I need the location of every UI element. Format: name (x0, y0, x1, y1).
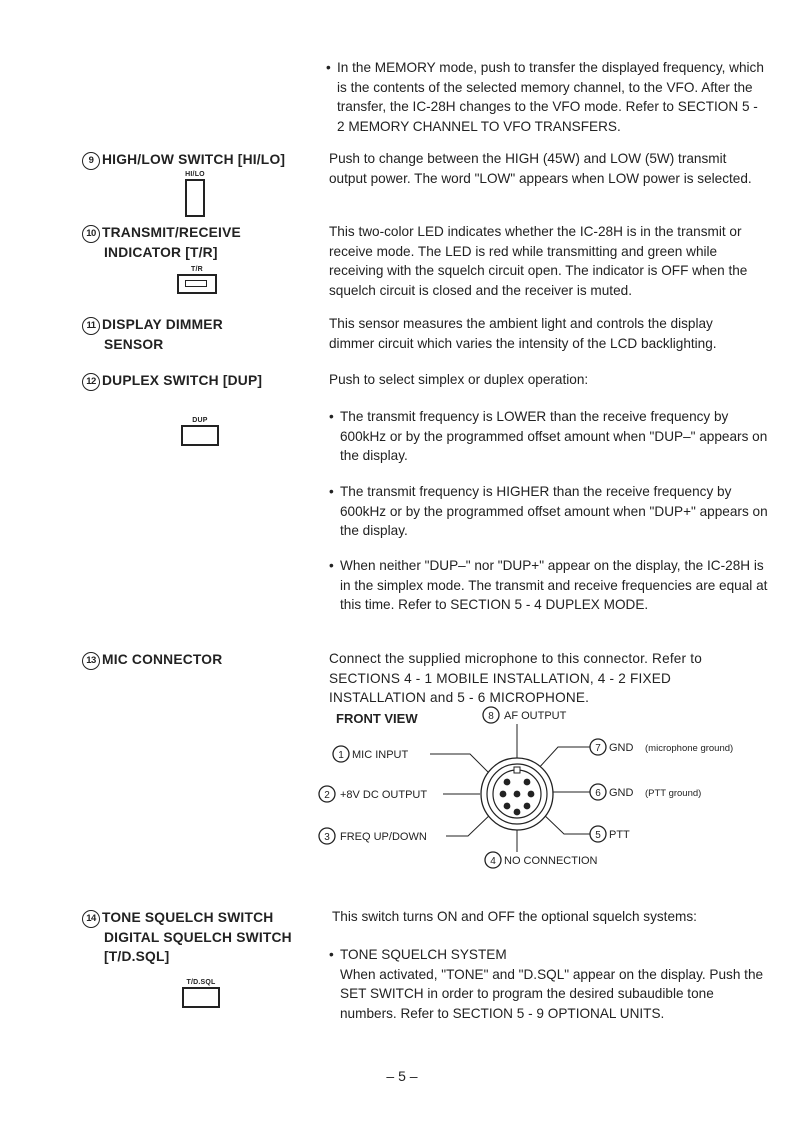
tr-title-line2: INDICATOR [T/R] (104, 245, 218, 260)
pin-3-number: 3 (324, 832, 330, 843)
pin-7-label: GND (609, 742, 634, 754)
pin-6-label: GND (609, 787, 634, 799)
dup-heading (82, 371, 262, 391)
hilo-button-label: HI/LO (185, 171, 205, 178)
pin-5-leader (540, 811, 590, 834)
connector-pin-3 (504, 803, 511, 810)
pin-8-number: 8 (488, 711, 494, 722)
pin-4-label: NO CONNECTION (504, 855, 598, 867)
dup-button-diagram (180, 417, 220, 446)
dimmer-description: This sensor measures the ambient light and controls the display dimmer circuit which varies the intensity of the LCD backlighting. (329, 316, 717, 351)
tone-title-line1: TONE SQUELCH SWITCH (102, 910, 274, 925)
tone-title-line2: DIGITAL SQUELCH SWITCH (104, 930, 292, 945)
connector-pin-2 (500, 791, 507, 798)
dimmer-heading (82, 315, 223, 354)
tr-indicator-shape (177, 274, 217, 294)
dup-bullet-simplex: • When neither "DUP–" nor "DUP+" appear on the display, the IC-28H is in the simplex mode. The transmit and receive frequencies are equal at this time. Refer to SECTION 5 - 4 DUPLEX MODE. (329, 556, 768, 615)
tone-title-line3: [T/D.SQL] (104, 949, 170, 964)
dup-button-label: DUP (192, 417, 208, 424)
dup-bullet-lower: • The transmit frequency is LOWER than the receive frequency by 600kHz or by the programmed offset amount when "DUP–" appears on the display. (329, 407, 768, 466)
dup-description: Push to select simplex or duplex operation: (329, 372, 589, 387)
tr-indicator-label: T/R (191, 266, 203, 273)
connector-pin-4 (514, 809, 521, 816)
dup-title: DUPLEX SWITCH [DUP] (102, 373, 263, 388)
tone-description: This switch turns ON and OFF the optional squelch systems: (332, 909, 697, 924)
connector-pin-7 (524, 779, 531, 786)
pin-7-leader (537, 747, 590, 770)
pin-2-label: +8V DC OUTPUT (340, 789, 428, 801)
hilo-description: Push to change between the HIGH (45W) and LOW (5W) transmit output power. The word "LOW" appears when LOW power is selected. (329, 151, 752, 186)
mic-connector-diagram (310, 700, 780, 878)
tone-heading (82, 908, 292, 966)
mic-title: MIC CONNECTOR (102, 652, 223, 667)
pin-8-label: AF OUTPUT (504, 710, 567, 722)
pin-1-label: MIC INPUT (352, 749, 409, 761)
dup-button-shape (181, 425, 219, 446)
item-number-12: 12 (82, 373, 100, 391)
tr-title-line1: TRANSMIT/RECEIVE (102, 225, 241, 240)
pin-5-number: 5 (595, 830, 601, 841)
pin-3-label: FREQ UP/DOWN (340, 831, 427, 843)
pin-4-number: 4 (490, 856, 496, 867)
item-number-11: 11 (82, 317, 100, 335)
dup-bullet-higher: • The transmit frequency is HIGHER than the receive frequency by 600kHz or by the programmed offset amount when "DUP+" appears on the display. (329, 482, 768, 541)
connector-key-notch (514, 767, 520, 773)
hilo-heading (82, 150, 285, 170)
pin-7-number: 7 (595, 743, 601, 754)
tone-bullet-text: When activated, "TONE" and "D.SQL" appear on the display. Push the SET SWITCH in order to program the desired subaudible tone numbers. Refer to SECTION 5 - 9 OPTIONAL UNITS. (340, 966, 764, 1021)
item-number-13: 13 (82, 652, 100, 670)
dimmer-title-line1: DISPLAY DIMMER (102, 317, 223, 332)
memory-mode-note: • In the MEMORY mode, push to transfer the displayed frequency, which is the contents of the selected memory channel, to the VFO. After the transfer, the IC-28H changes to the VFO mode. Refer to SECTION 5 - 2 MEMORY CHANNEL TO VFO TRANSFERS. (326, 58, 765, 136)
hilo-title: HIGH/LOW SWITCH [HI/LO] (102, 152, 286, 167)
tr-indicator-diagram (176, 266, 218, 294)
dimmer-title-line2: SENSOR (104, 337, 164, 352)
pin-1-number: 1 (338, 750, 344, 761)
pin-2-number: 2 (324, 790, 330, 801)
pin-6-number: 6 (595, 788, 601, 799)
item-number-14: 14 (82, 910, 100, 928)
tone-button-label: T/D.SQL (186, 979, 216, 986)
tr-description: This two-color LED indicates whether the IC-28H is in the transmit or receive mode. The LED is red while transmitting and green while receiving with the squelch circuit open. The indicator is OFF when the squelch circuit is closed and the receiver is muted. (329, 224, 748, 298)
tone-bullet-title: TONE SQUELCH SYSTEM (340, 947, 507, 962)
item-number-9: 9 (82, 152, 100, 170)
pin-5-label: PTT (609, 829, 630, 841)
connector-pin-6 (528, 791, 535, 798)
connector-pin-5 (524, 803, 531, 810)
tone-button-shape (182, 987, 220, 1008)
hilo-button-diagram (182, 171, 208, 217)
pin-1-leader (430, 754, 494, 778)
page-number: – 5 – (386, 1068, 418, 1084)
item-number-10: 10 (82, 225, 100, 243)
mic-heading (82, 650, 222, 670)
pin-6-note: (PTT ground) (645, 788, 702, 799)
front-view-label: FRONT VIEW (336, 711, 418, 726)
mic-description: Connect the supplied microphone to this connector. Refer to SECTIONS 4 - 1 MOBILE INSTALLATION, 4 - 2 FIXED INSTALLATION and 5 - 6 MICROPHONE. (329, 651, 703, 706)
pin-7-note: (microphone ground) (645, 743, 734, 754)
tone-bullet (329, 945, 772, 1023)
tr-heading (82, 223, 241, 262)
connector-pin-1 (504, 779, 511, 786)
hilo-button-shape (185, 179, 205, 217)
tone-button-diagram (180, 979, 222, 1008)
connector-pin-8 (514, 791, 521, 798)
tr-led-window (185, 280, 207, 287)
